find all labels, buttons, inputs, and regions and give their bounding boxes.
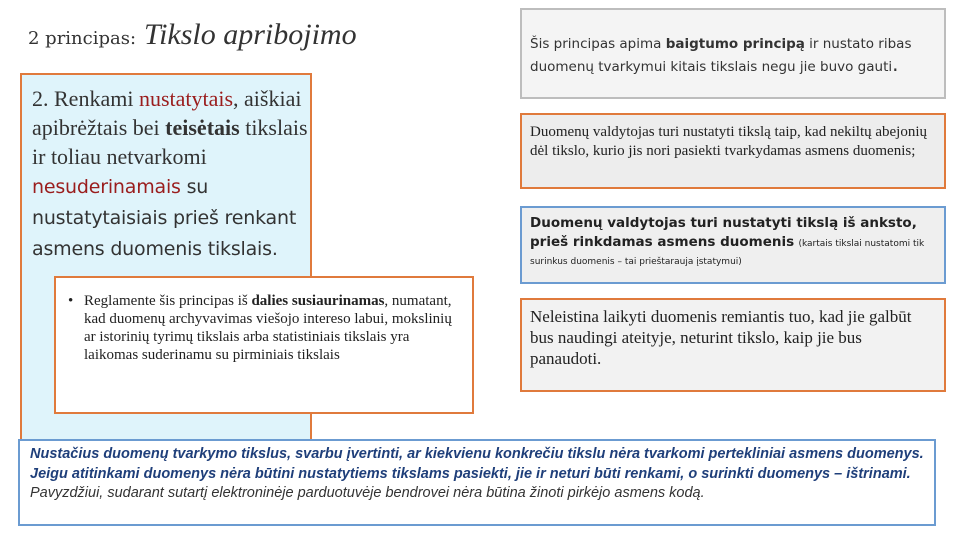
title-prefix: 2 principas: bbox=[28, 28, 137, 49]
box3-bold: Duomenų valdytojas turi nustatyti tikslą iš anksto, prieš rinkdamas asmens duomenis bbox=[530, 215, 917, 250]
bottom-box bbox=[18, 439, 936, 526]
bottom-emphasis: Nustačius duomenų tvarkymo tikslus, svarbu įvertinti, ar kiekvienu konkrečiu tikslu nėra tvarkomi pertekliniai asmens duomenys. Jeigu atitinkami duomenys nėra būtini nustatytiems tikslams pasiekti, jie ir neturi būti renkami, o surinkti duomenys – ištrinami. bbox=[30, 446, 924, 482]
left-text-part: aiškiai apibrėžtais bei bbox=[32, 86, 302, 140]
bullet-text: , numatant, kad duomenų archyvavimas viešojo intereso labui, mokslinių ar istorinių tyrimų tikslais arba statistiniais tikslais yra laikomas suderinamu su pirminiais tikslais bbox=[84, 293, 452, 363]
left-text-bold: teisėtais bbox=[165, 115, 240, 140]
right-box-4: Neleistina laikyti duomenis remiantis tuo, kad jie galbūt bus naudingi ateityje, neturint tikslo, kaip jie bus panaudoti. bbox=[520, 298, 946, 392]
left-text-part: 2. Renkami bbox=[32, 86, 139, 111]
bottom-example: Pavyzdžiui, sudarant sutartį elektroninėje parduotuvėje bendrovei nėra būtina žinoti pirkėjo asmens kodą. bbox=[30, 485, 705, 501]
box3-note-line: surinkus duomenis – tai prieštarauja įstatymui) bbox=[530, 257, 742, 267]
left-text-part: su nustatytaisiais prieš renkant asmens duomenis tikslais. bbox=[32, 176, 297, 260]
bullet-box bbox=[54, 276, 474, 414]
list-item bbox=[68, 292, 462, 364]
left-text-part: , bbox=[233, 86, 239, 111]
box1-bold: baigtumo principą bbox=[665, 36, 805, 52]
left-text-highlight: nustatytais bbox=[138, 86, 234, 111]
title-main: Tikslo apribojimo bbox=[144, 18, 357, 51]
bullet-text: Reglamente šis principas iš bbox=[84, 293, 252, 309]
right-box-3 bbox=[520, 206, 946, 284]
box1-period: . bbox=[892, 52, 899, 76]
left-text-part: tikslais ir toliau netvarkomi bbox=[32, 115, 308, 169]
right-box-2: Duomenų valdytojas turi nustatyti tikslą taip, kad nekiltų abejonių dėl tikslo, kurio jis nori pasiekti tvarkydamas asmens duomenis; bbox=[520, 113, 946, 189]
right-box-1 bbox=[520, 8, 946, 99]
box1-text: ir nustato ribas duomenų tvarkymui kitais tikslais negu jie buvo gauti bbox=[530, 36, 912, 75]
bullet-bold: dalies susiaurinamas bbox=[251, 293, 385, 309]
slide-title bbox=[28, 18, 357, 52]
left-text-highlight: nesuderinamais bbox=[32, 176, 181, 198]
box3-note: (kartais tikslai nustatomi tik bbox=[798, 239, 925, 249]
left-panel-text bbox=[32, 84, 312, 264]
bullet-list bbox=[68, 292, 462, 364]
box1-text: Šis principas apima bbox=[530, 36, 666, 52]
